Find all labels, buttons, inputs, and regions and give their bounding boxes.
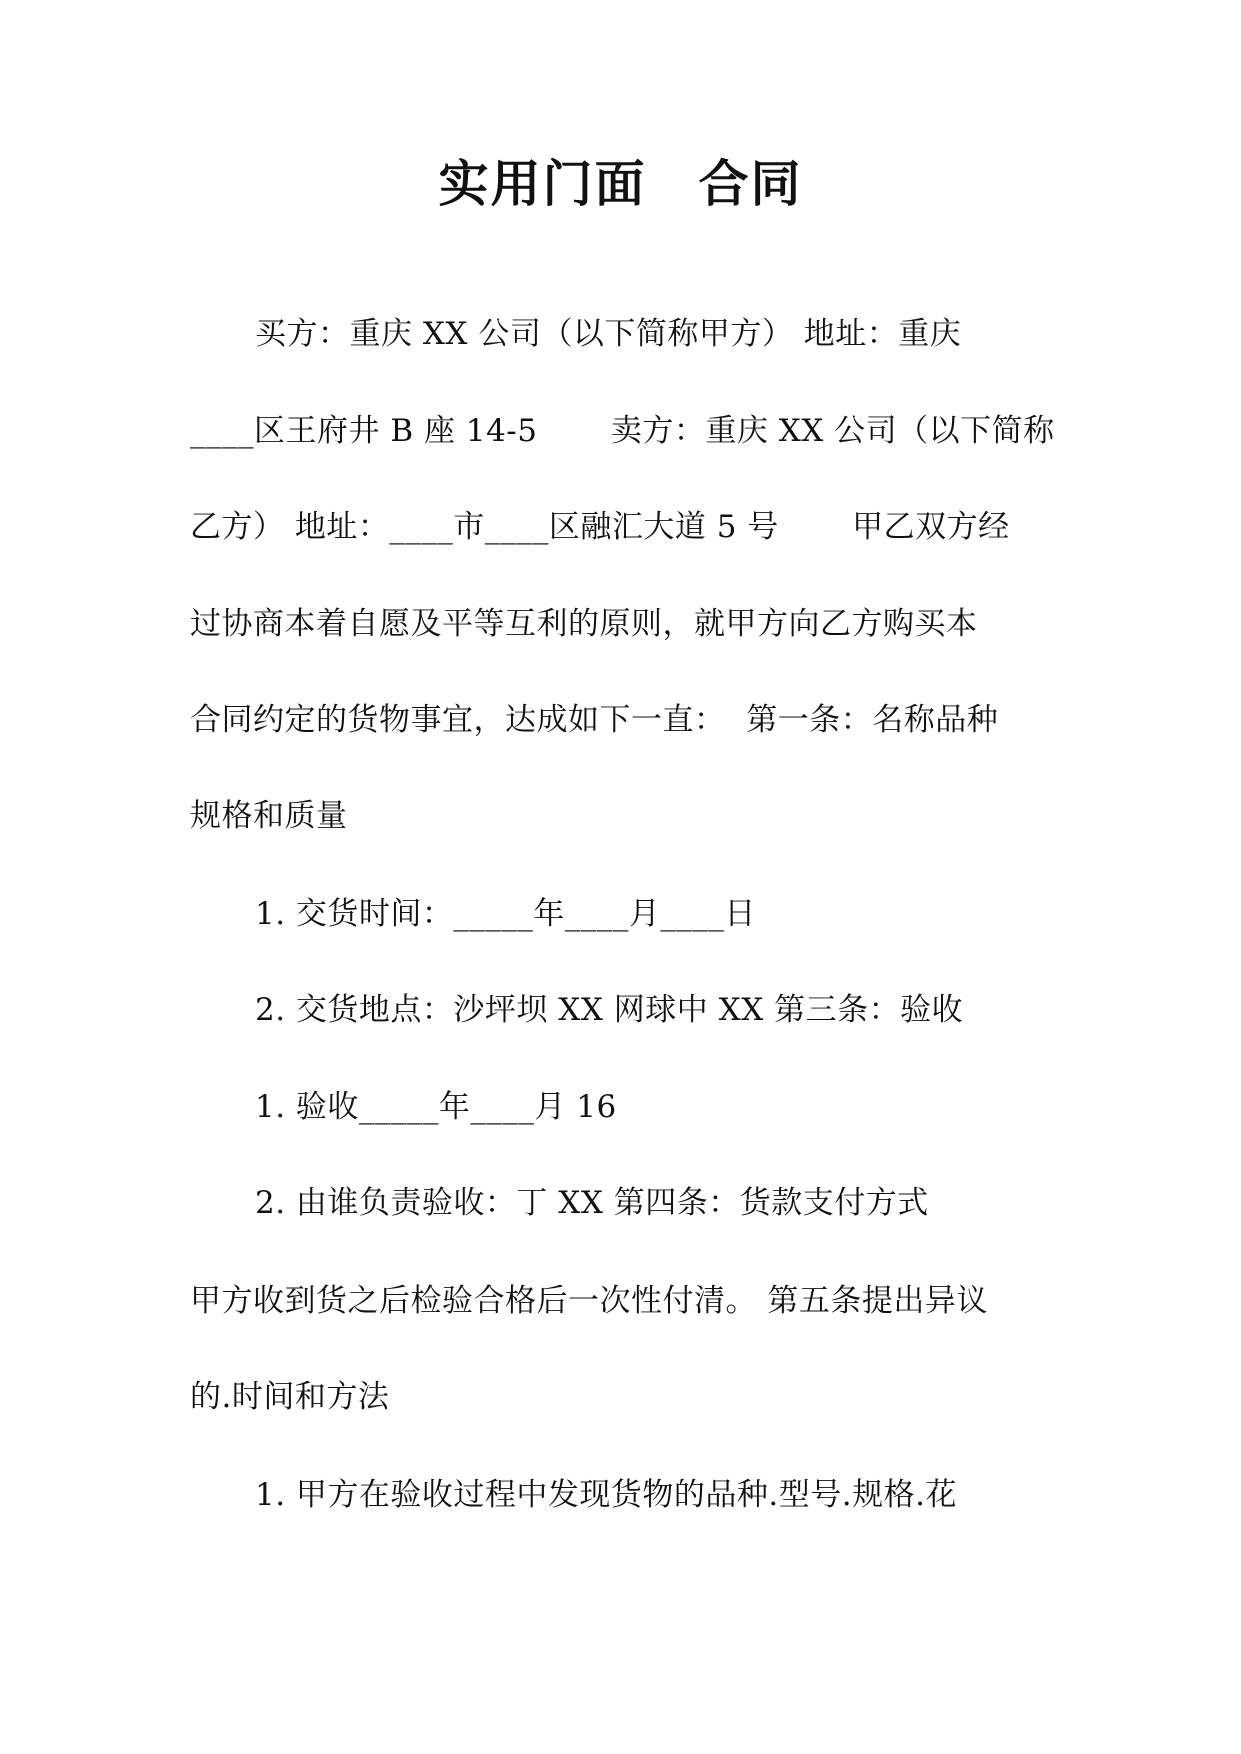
paragraph-line-2: ____区王府井 B 座 14-5 卖方：重庆 XX 公司（以下简称 <box>190 413 1055 449</box>
paragraph-line-6: 规格和质量 <box>190 798 348 834</box>
list-item-delivery-time: 1. 交货时间：_____年____月____日 <box>255 896 756 932</box>
paragraph-line-1: 买方：重庆 XX 公司（以下简称甲方） 地址：重庆 <box>255 316 962 352</box>
paragraph-line-objection: 的.时间和方法 <box>190 1379 390 1415</box>
paragraph-line-5: 合同约定的货物事宜，达成如下一直： 第一条：名称品种 <box>190 702 999 738</box>
list-item-objection-1: 1. 甲方在验收过程中发现货物的品种.型号.规格.花 <box>255 1477 957 1513</box>
list-item-acceptance-date: 1. 验收_____年____月 16 <box>255 1089 617 1125</box>
paragraph-line-payment: 甲方收到货之后检验合格后一次性付清。 第五条提出异议 <box>190 1283 988 1319</box>
paragraph-line-4: 过协商本着自愿及平等互利的原则，就甲方向乙方购买本 <box>190 606 978 642</box>
list-item-delivery-place: 2. 交货地点：沙坪坝 XX 网球中 XX 第三条：验收 <box>255 992 964 1028</box>
list-item-acceptance-responsible: 2. 由谁负责验收：丁 XX 第四条：货款支付方式 <box>255 1185 929 1221</box>
paragraph-line-3: 乙方） 地址：____市____区融汇大道 5 号 甲乙双方经 <box>190 509 1010 545</box>
document-title: 实用门面 合同 <box>438 154 803 213</box>
